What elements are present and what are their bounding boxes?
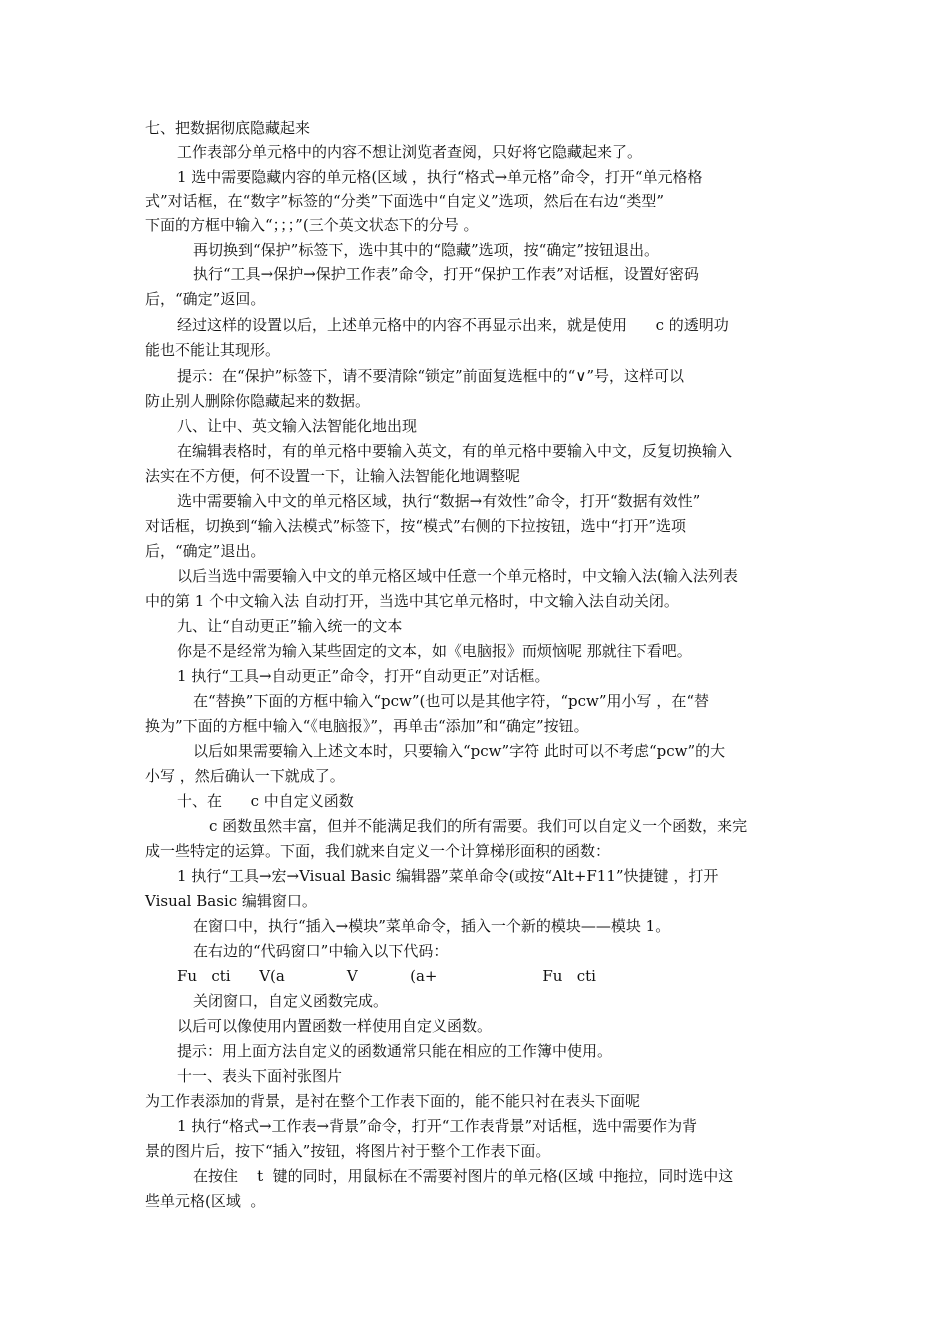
paragraph-line: 1 执行“格式→工作表→背景”命令，打开“工作表背景”对话框，选中需要作为背 <box>177 1117 698 1135</box>
paragraph-line: 景的图片后，按下“插入”按钮，将图片衬于整个工作表下面。 <box>145 1142 551 1160</box>
tip-line: 提示：用上面方法自定义的函数通常只能在相应的工作簿中使用。 <box>177 1042 613 1060</box>
paragraph-line: 在“替换”下面的方框中输入“pcw”(也可以是其他字符，“pcw”用小写 ，在“替 <box>193 692 709 710</box>
paragraph-line: 在按住 t 键的同时，用鼠标在不需要衬图片的单元格(区域 中拖拉，同时选中这 <box>193 1167 734 1185</box>
tip-line: 防止别人删除你隐藏起来的数据。 <box>145 392 371 410</box>
paragraph-line: 你是不是经常为输入某些固定的文本，如《电脑报》而烦恼呢 那就往下看吧。 <box>177 642 692 660</box>
paragraph-line: 小写 ，然后确认一下就成了。 <box>145 767 345 785</box>
paragraph-line: 1 执行“工具→自动更正”命令，打开“自动更正”对话框。 <box>177 667 550 685</box>
heading-section-10: 十、在 c 中自定义函数 <box>177 792 354 810</box>
paragraph-line: 为工作表添加的背景，是衬在整个工作表下面的，能不能只衬在表头下面呢 <box>145 1092 641 1110</box>
paragraph-line: 后，“确定”返回。 <box>145 290 266 308</box>
paragraph-line: 1 选中需要隐藏内容的单元格(区域 ，执行“格式→单元格”命令，打开“单元格格 <box>177 168 703 186</box>
paragraph-line: 在窗口中，执行“插入→模块”菜单命令，插入一个新的模块——模块 1。 <box>193 917 671 935</box>
paragraph-line: 以后当选中需要输入中文的单元格区域中任意一个单元格时，中文输入法(输入法列表 <box>177 567 738 585</box>
paragraph-line: 执行“工具→保护→保护工作表”命令，打开“保护工作表”对话框，设置好密码 <box>193 265 699 283</box>
paragraph-line: 中的第 1 个中文输入法 自动打开，当选中其它单元格时，中文输入法自动关闭。 <box>145 592 679 610</box>
paragraph-line: 能也不能让其现形。 <box>145 341 281 359</box>
heading-section-9: 九、让“自动更正”输入统一的文本 <box>177 617 403 635</box>
paragraph-line: c 函数虽然丰富，但并不能满足我们的所有需要。我们可以自定义一个函数，来完 <box>209 817 748 835</box>
heading-section-8: 八、让中、英文输入法智能化地出现 <box>177 417 418 435</box>
paragraph-line: 成一些特定的运算。下面，我们就来自定义一个计算梯形面积的函数： <box>145 842 611 860</box>
code-line: Fu cti V(a V (a+ Fu cti <box>177 967 596 985</box>
paragraph-line: 在右边的“代码窗口”中输入以下代码： <box>193 942 449 960</box>
heading-section-7: 七、把数据彻底隐藏起来 <box>145 119 311 137</box>
paragraph-line: 以后可以像使用内置函数一样使用自定义函数。 <box>177 1017 493 1035</box>
paragraph-line: Visual Basic 编辑窗口。 <box>145 892 317 910</box>
heading-section-11: 十一、表头下面衬张图片 <box>177 1067 343 1085</box>
paragraph-line: 再切换到“保护”标签下，选中其中的“隐藏”选项，按“确定”按钮退出。 <box>193 241 660 259</box>
paragraph-line: 经过这样的设置以后，上述单元格中的内容不再显示出来，就是使用 c 的透明功 <box>177 316 729 334</box>
paragraph-line: 法实在不方便，何不设置一下，让输入法智能化地调整呢 <box>145 467 521 485</box>
paragraph-line: 关闭窗口，自定义函数完成。 <box>193 992 389 1010</box>
tip-line: 提示：在“保护”标签下，请不要清除“锁定”前面复选框中的“∨”号，这样可以 <box>177 367 684 385</box>
paragraph-line: 后，“确定”退出。 <box>145 542 266 560</box>
paragraph-line: 式”对话框，在“数字”标签的“分类”下面选中“自定义”选项，然后在右边“类型” <box>145 192 665 210</box>
paragraph-line: 1 执行“工具→宏→Visual Basic 编辑器”菜单命令(或按“Alt+F11”快捷键 ，打开 <box>177 867 719 885</box>
paragraph-line: 换为”下面的方框中输入“《电脑报》”，再单击“添加”和“确定”按钮。 <box>145 717 589 735</box>
paragraph-line: 以后如果需要输入上述文本时，只要输入“pcw”字符 此时可以不考虑“pcw”的大 <box>193 742 726 760</box>
paragraph-line: 下面的方框中输入“；；；”(三个英文状态下的分号 。 <box>145 216 479 234</box>
paragraph-line: 在编辑表格时，有的单元格中要输入英文，有的单元格中要输入中文，反复切换输入 <box>177 442 733 460</box>
paragraph-line: 工作表部分单元格中的内容不想让浏览者查阅，只好将它隐藏起来了。 <box>177 143 643 161</box>
paragraph-line: 选中需要输入中文的单元格区域，执行“数据→有效性”命令，打开“数据有效性” <box>177 492 701 510</box>
paragraph-line: 些单元格(区域 。 <box>145 1192 266 1210</box>
paragraph-line: 对话框，切换到“输入法模式”标签下，按“模式”右侧的下拉按钮，选中“打开”选项 <box>145 517 687 535</box>
